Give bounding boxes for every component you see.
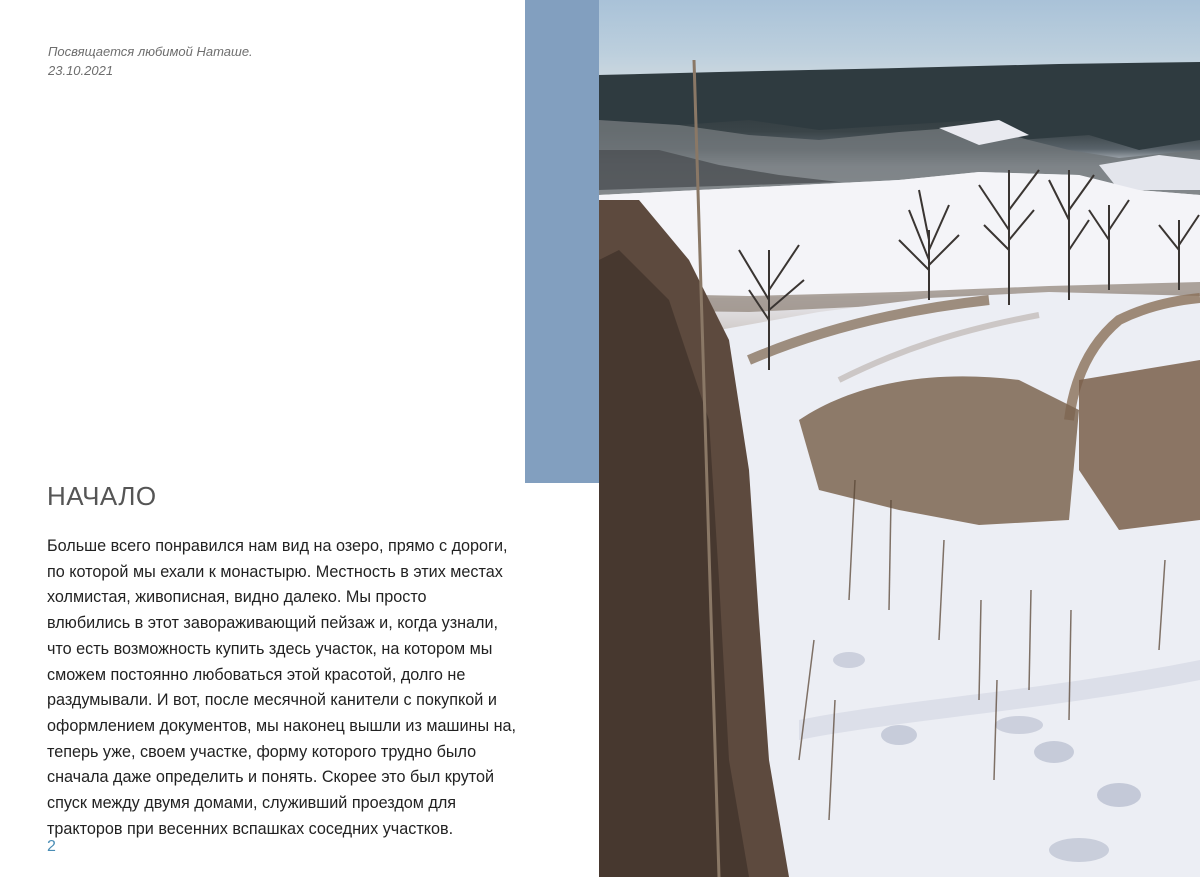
chapter-title: НАЧАЛО [47,481,157,511]
chapter-body [47,534,577,842]
body-line: тракторов при весенних вспашках соседних участков. [47,819,454,838]
body-line: сначала даже определить и понять. Скорее это был крутой [47,768,495,787]
dedication-date: 23.10.2021 [48,63,114,78]
body-line: сможем постоянно любоваться этой красотой, долго не [47,665,466,684]
body-line: холмистая, живописная, видно далеко. Мы просто [47,588,427,607]
body-line: что есть возможность купить здесь участок, на котором мы [47,639,493,658]
winter-landscape-image [599,0,1200,877]
dedication [48,42,253,80]
body-line: по которой мы ехали к монастырю. Местность в этих местах [47,562,503,581]
body-line: теперь уже, своем участке, форму которого трудно было [47,742,477,761]
body-line: оформлением документов, мы наконец вышли из машины на, [47,716,517,735]
landscape-photo [599,0,1200,877]
body-line: раздумывали. И вот, после месячной канители с покупкой и [47,691,497,710]
body-line: Больше всего понравился нам вид на озеро, прямо с дороги, [47,537,508,555]
body-line: спуск между двумя домами, служивший проездом для [47,794,457,813]
accent-bar [525,0,599,483]
page-number: 2 [47,838,56,855]
dedication-text: Посвящается любимой Наташе. [48,44,253,59]
body-line: влюбились в этот завораживающий пейзаж и, когда узнали, [47,614,499,633]
